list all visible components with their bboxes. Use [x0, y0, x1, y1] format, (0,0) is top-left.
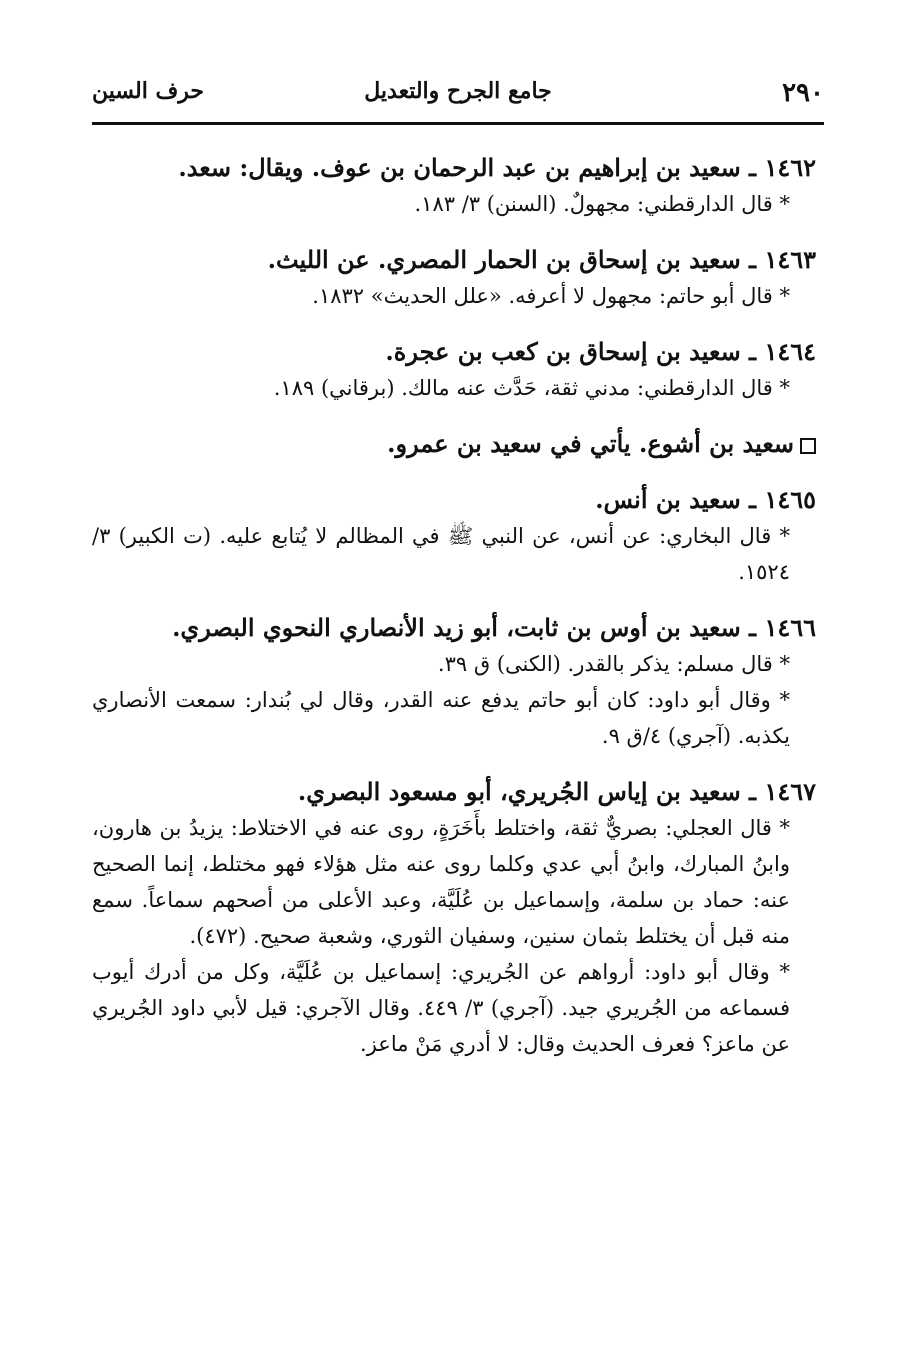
entry-heading: ١٤٦٦ ـ سعيد بن أوس بن ثابت، أبو زيد الأنصاري النحوي البصري.: [172, 613, 816, 642]
entry-heading: ١٤٦٥ ـ سعيد بن أنس.: [595, 485, 816, 514]
entry-heading: ١٤٦٢ ـ سعيد بن إبراهيم بن عبد الرحمان بن عوف. ويقال: سعد.: [178, 153, 816, 182]
entry-1462: [92, 150, 820, 222]
entry-text: * قال العجلي: بصريٌّ ثقة، واختلط بأَخَرَةٍ، روى عنه في الاختلاط: يزيدُ بن هارون، وابنُ المبارك، وابنُ أبي عدي وكلما روى عنه مثل هؤلاء فهو مختلط، إنما الصحيح عنه: حماد بن سلمة، وإسماعيل بن عُلَيَّة، وعبد الأعلى من أصحهم سماعاً. سمع منه قبل أن يختلط بثمان سنين، وسفيان الثوري، وشعبة صحيح. (٤٧٢).: [92, 816, 790, 948]
entry-1466: [92, 610, 820, 754]
entry-heading: ١٤٦٧ ـ سعيد بن إياس الجُريري، أبو مسعود البصري.: [297, 777, 816, 806]
entry-text: * قال البخاري: عن أنس، عن النبي ﷺ في المظالم لا يُتابع عليه. (ت الكبير) ٣/ ١٥٢٤.: [92, 524, 790, 584]
entry-1467: [92, 774, 820, 1062]
entry-text: * قال الدارقطني: مدني ثقة، حَدَّث عنه مالك. (برقاني) ١٨٩.: [273, 376, 790, 400]
entry-1465: [92, 482, 820, 590]
chapter-title: حرف السين: [92, 78, 205, 104]
entry-1463: [92, 242, 820, 314]
entry-text: * وقال أبو داود: كان أبو حاتم يدفع عنه القدر، وقال لي بُندار: سمعت الأنصاري يكذبه. (آجري) ٤/ق ٩.: [92, 688, 790, 748]
entry-1464: [92, 334, 820, 406]
page-header: [92, 70, 824, 118]
entry-heading: ١٤٦٣ ـ سعيد بن إسحاق بن الحمار المصري. عن الليث.: [267, 245, 816, 274]
entry-text: * قال مسلم: يذكر بالقدر. (الكنى) ق ٣٩.: [437, 652, 790, 676]
cross-reference-text: سعيد بن أشوع. يأتي في سعيد بن عمرو.: [387, 429, 794, 458]
entry-text: * قال الدارقطني: مجهولٌ. (السنن) ٣/ ١٨٣.: [414, 192, 790, 216]
book-title: جامع الجرح والتعديل: [364, 78, 552, 104]
entry-text: * قال أبو حاتم: مجهول لا أعرفه. «علل الحديث» ١٨٣٢.: [312, 284, 790, 308]
page-body: [92, 150, 820, 1082]
entry-heading: ١٤٦٤ ـ سعيد بن إسحاق بن كعب بن عجرة.: [385, 337, 816, 366]
header-rule: [92, 122, 824, 125]
entry-text: * وقال أبو داود: أرواهم عن الجُريري: إسماعيل بن عُلَيَّة، وكل من أدرك أيوب فسماعه من الجُريري جيد. (آجري) ٣/ ٤٤٩. وقال الآجري: قيل لأبي داود الجُريري عن ماعز؟ فعرف الحديث وقال: لا أدري مَنْ ماعز.: [92, 960, 790, 1056]
cross-reference: [92, 426, 820, 462]
page-number: ٢٩٠: [782, 78, 824, 108]
square-marker-icon: [800, 438, 816, 454]
